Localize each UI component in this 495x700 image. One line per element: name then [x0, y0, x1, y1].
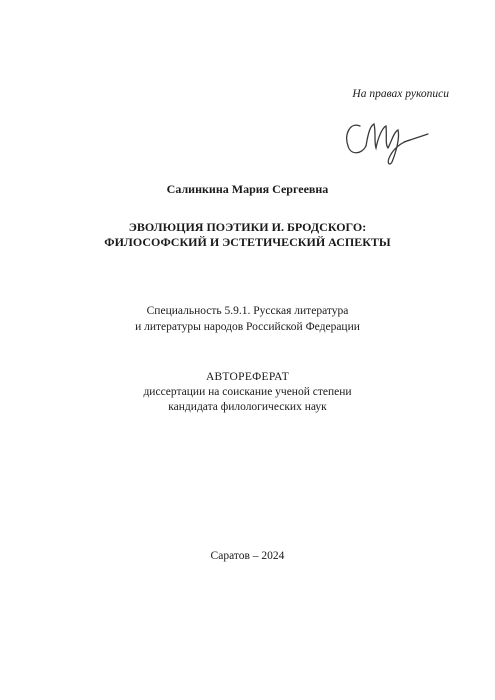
dissertation-title [0, 220, 495, 250]
abstract-line: кандидата филологических наук [168, 401, 327, 413]
specialty-line: Специальность 5.9.1. Русская литература [146, 305, 349, 317]
place-year: Саратов – 2024 [210, 550, 285, 562]
author-name: Салинкина Мария Сергеевна [166, 182, 329, 196]
handwritten-signature [340, 112, 432, 166]
specialty-line: и литературы народов Российской Федерации [135, 321, 360, 333]
manuscript-note: На правах рукописи [352, 88, 449, 100]
specialty-block [0, 303, 495, 335]
abstract-line: диссертации на соискание ученой степени [143, 386, 352, 398]
abstract-block [0, 370, 495, 415]
title-line: ЭВОЛЮЦИЯ ПОЭТИКИ И. БРОДСКОГО: [128, 220, 367, 234]
title-line: ФИЛОСОФСКИЙ И ЭСТЕТИЧЕСКИЙ АСПЕКТЫ [104, 235, 391, 249]
abstract-heading: АВТОРЕФЕРАТ [205, 371, 290, 383]
